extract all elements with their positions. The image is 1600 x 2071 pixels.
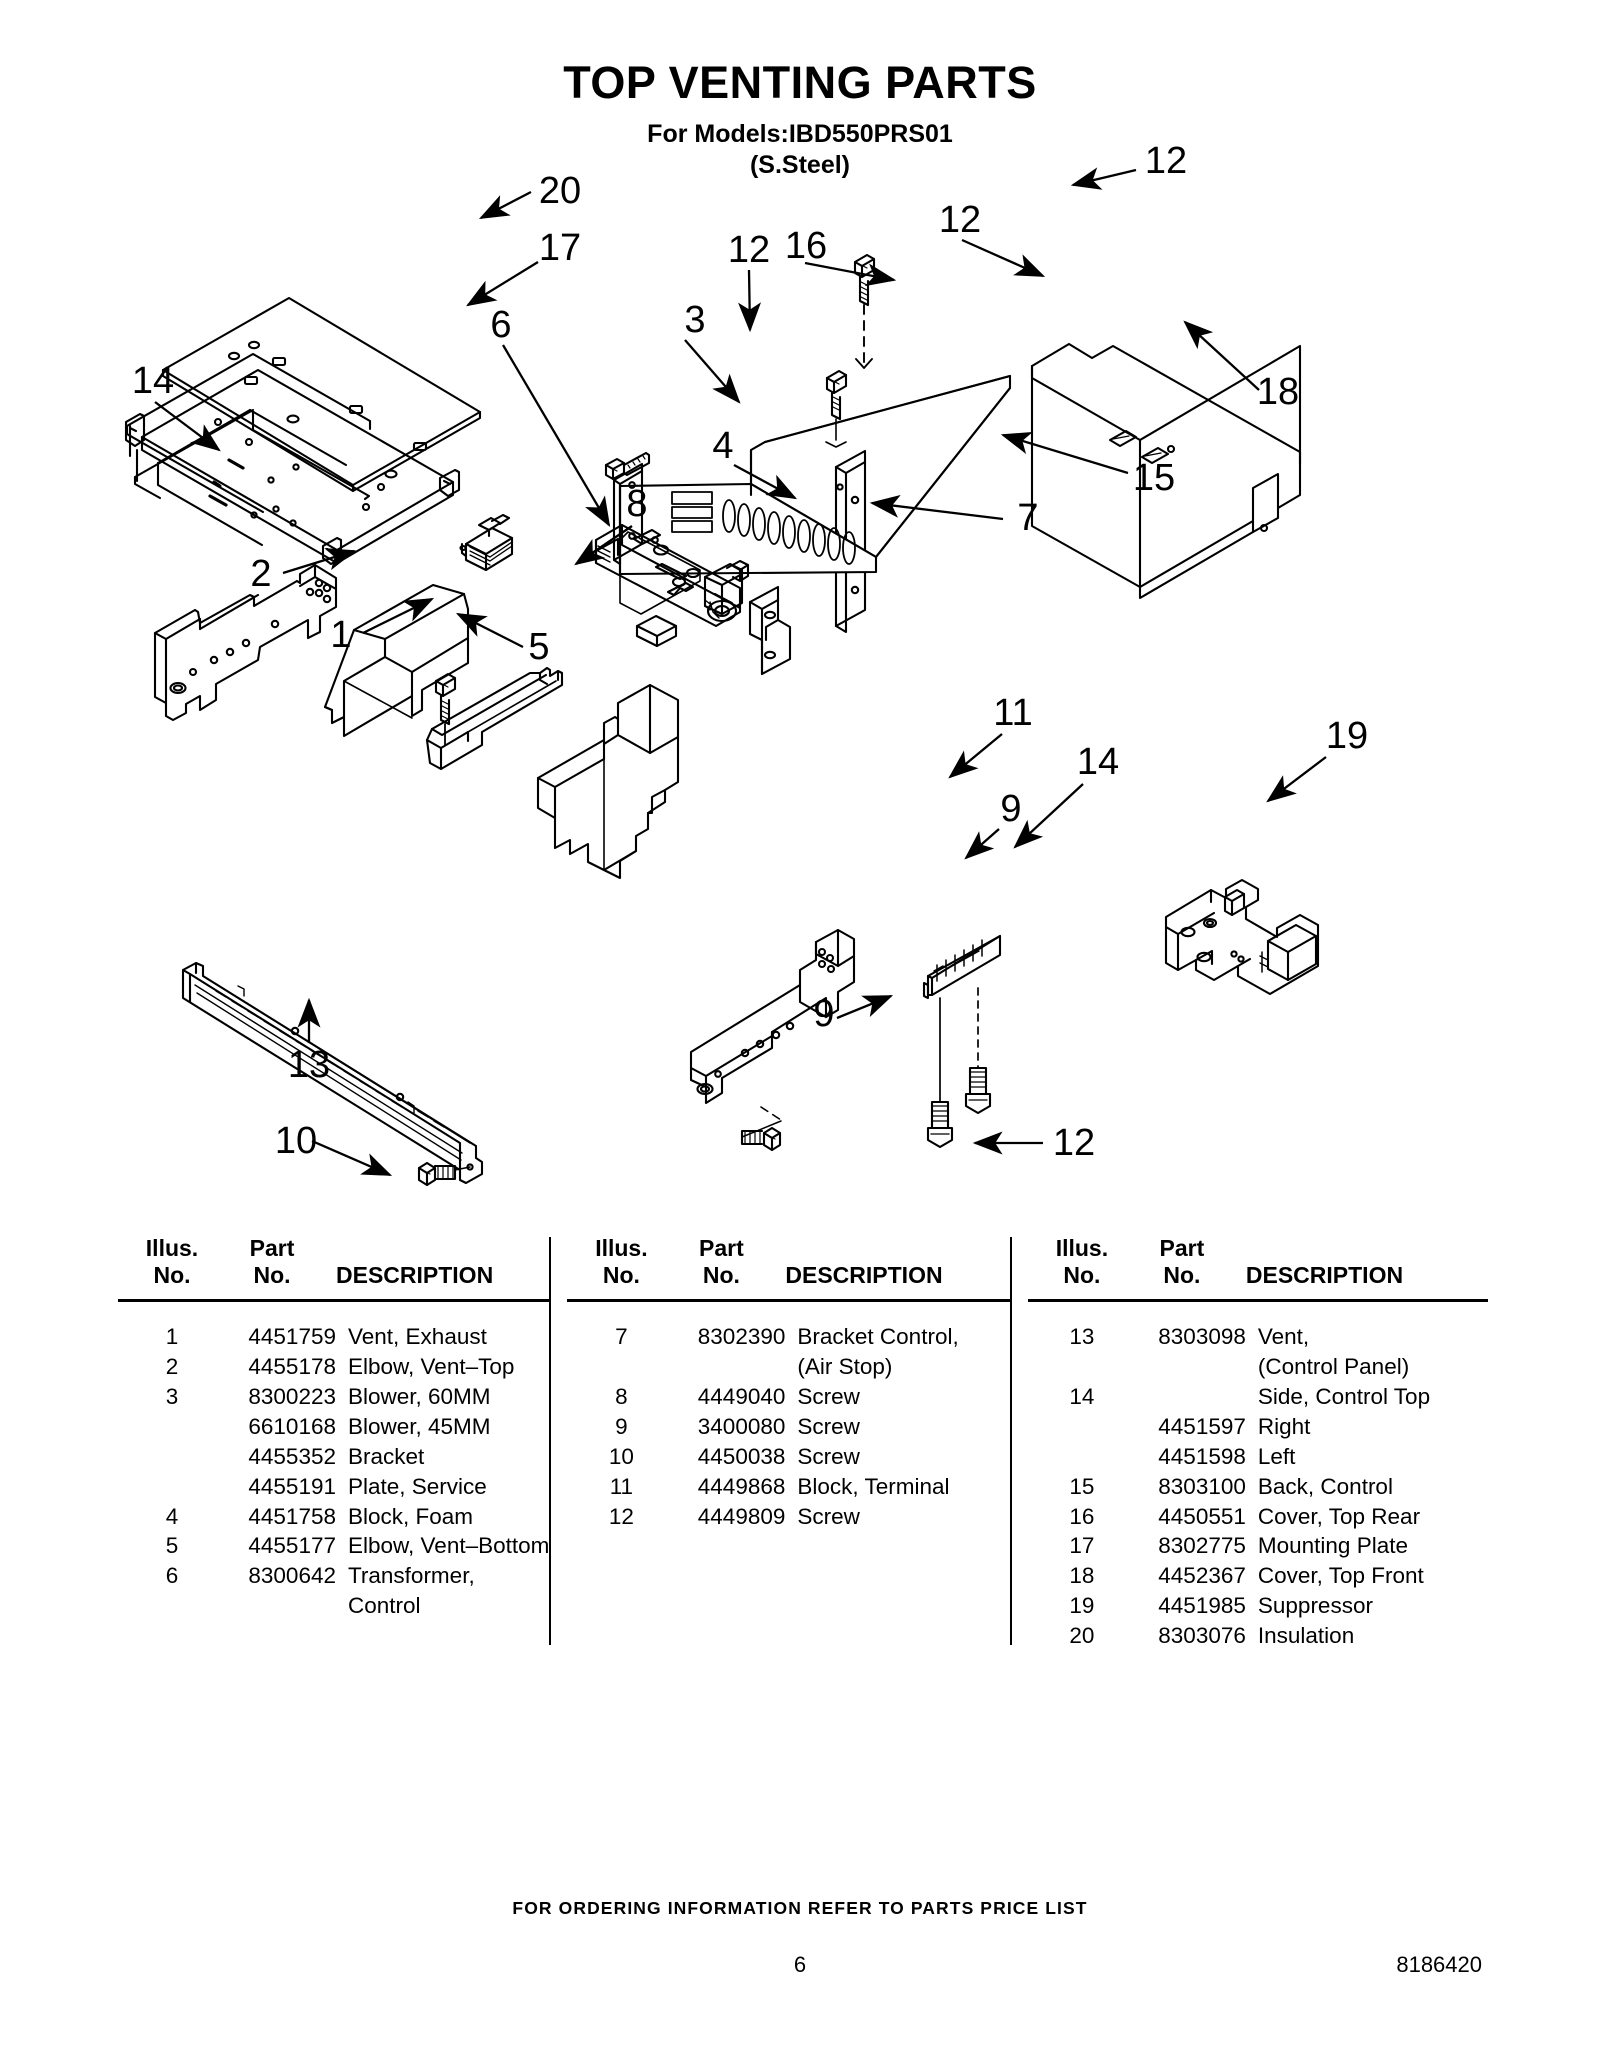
cell-description: Vent, Exhaust <box>348 1324 487 1349</box>
cell-part-no: 4451598 <box>1158 1443 1246 1469</box>
table-row <box>567 1472 1010 1502</box>
cell-part-no <box>667 1352 785 1382</box>
cell-illus-no: 8 <box>615 1383 628 1409</box>
cell-part-no: 8300223 <box>248 1383 336 1409</box>
leader-14b <box>1015 784 1083 847</box>
leader-17 <box>468 262 538 305</box>
cell-description: Transformer, <box>348 1563 475 1589</box>
cell-part-no: 8303098 <box>1158 1324 1246 1349</box>
callout-12c: 12 <box>727 229 771 271</box>
cell-description: Blower, 45MM <box>348 1413 491 1439</box>
parts-rows <box>567 1322 1010 1531</box>
leader-11 <box>950 734 1002 777</box>
header-rule <box>118 1299 549 1302</box>
cell-illus-no: 20 <box>1069 1623 1095 1649</box>
callout-7: 7 <box>1017 497 1039 539</box>
callout-14a: 14 <box>131 360 175 402</box>
table-row <box>118 1561 549 1591</box>
cell-part-no: 4451758 <box>248 1503 336 1529</box>
cell-part-no <box>218 1591 336 1621</box>
part-20-insulation <box>163 298 480 491</box>
part-13-vent-control-panel <box>183 963 482 1185</box>
leader-20 <box>481 192 531 218</box>
cell-description: Vent, <box>1257 1324 1310 1349</box>
callout-12a: 12 <box>1144 140 1188 182</box>
table-row <box>567 1322 1010 1352</box>
table-row <box>1028 1621 1488 1651</box>
cell-description: Elbow, Vent–Top <box>348 1353 515 1379</box>
cell-part-no: 3400080 <box>697 1413 786 1439</box>
table-row <box>1028 1442 1488 1472</box>
document-number: 8186420 <box>1396 1952 1482 1977</box>
cell-part-no: 8302390 <box>697 1324 786 1349</box>
part-18-cover-top-front <box>855 255 1300 598</box>
header-illus-line1: Illus. <box>1055 1235 1109 1261</box>
table-row <box>1028 1591 1488 1621</box>
cell-description: Plate, Service <box>348 1473 487 1499</box>
table-row <box>118 1472 549 1502</box>
cell-part-no: 4455352 <box>248 1443 336 1469</box>
table-row <box>118 1412 549 1442</box>
cell-illus-no <box>118 1442 218 1472</box>
table-row <box>1028 1352 1488 1382</box>
cell-illus-no: 2 <box>165 1353 179 1379</box>
cell-description: Control <box>348 1593 421 1619</box>
header-description: DESCRIPTION <box>336 1262 494 1288</box>
part-14-side-control-top-right <box>691 930 854 1150</box>
callout-2: 2 <box>250 553 272 595</box>
cell-part-no: 4452367 <box>1158 1563 1246 1589</box>
table-row <box>118 1531 549 1561</box>
table-row <box>118 1382 549 1412</box>
cell-description: Block, Foam <box>348 1503 474 1529</box>
parts-table-column-2 <box>549 1235 1010 1651</box>
cell-part-no: 8303076 <box>1158 1623 1246 1649</box>
callout-17: 17 <box>538 227 582 269</box>
callout-14b: 14 <box>1076 741 1120 783</box>
cell-description: Blower, 60MM <box>348 1383 491 1409</box>
cell-part-no: 4455177 <box>248 1533 336 1559</box>
leader-2 <box>283 551 354 573</box>
cell-illus-no: 5 <box>165 1533 179 1559</box>
part-14-side-control-top-left <box>155 565 336 720</box>
callout-19: 19 <box>1325 715 1369 757</box>
callout-8: 8 <box>626 483 648 525</box>
cell-illus-no <box>118 1591 218 1621</box>
models-label: For Models:IBD550PRS01 <box>647 120 953 148</box>
page-title: TOP VENTING PARTS <box>563 57 1037 108</box>
cell-illus-no <box>567 1352 667 1382</box>
cell-illus-no: 14 <box>1069 1383 1095 1409</box>
callout-6: 6 <box>490 304 512 346</box>
leader-18 <box>1185 322 1259 390</box>
cell-part-no: 4450038 <box>697 1443 786 1469</box>
header-description: DESCRIPTION <box>785 1262 943 1288</box>
parts-table <box>118 1235 1488 1651</box>
column-header <box>1028 1235 1488 1297</box>
table-row <box>567 1502 1010 1532</box>
cell-illus-no <box>1028 1442 1128 1472</box>
header-rule <box>1028 1299 1488 1302</box>
callout-9b: 9 <box>813 993 835 1035</box>
cell-illus-no: 15 <box>1069 1473 1095 1499</box>
leader-6 <box>503 345 609 525</box>
callout-18: 18 <box>1256 371 1300 413</box>
cell-part-no: 4449809 <box>697 1503 786 1529</box>
cell-part-no: 4455178 <box>248 1353 336 1379</box>
cell-part-no: 4455191 <box>248 1473 336 1499</box>
header-illus-line2: No. <box>153 1262 191 1288</box>
table-row <box>118 1322 549 1352</box>
cell-part-no <box>1128 1382 1246 1412</box>
table-row <box>567 1382 1010 1412</box>
cell-description: Cover, Top Front <box>1257 1563 1424 1589</box>
page-number: 6 <box>793 1952 807 1977</box>
cell-illus-no: 19 <box>1069 1593 1095 1619</box>
leader-9a <box>966 829 999 858</box>
table-row <box>118 1591 549 1621</box>
table-row <box>567 1442 1010 1472</box>
cell-illus-no: 11 <box>609 1473 634 1499</box>
leader-12c <box>749 270 750 330</box>
header-part-line2: No. <box>1163 1262 1201 1288</box>
cell-illus-no: 12 <box>608 1503 634 1529</box>
cell-description: Right <box>1257 1413 1311 1439</box>
callout-16: 16 <box>784 225 828 267</box>
cell-description: Screw <box>797 1383 860 1409</box>
header-description: DESCRIPTION <box>1245 1262 1404 1288</box>
callout-9a: 9 <box>1000 788 1022 830</box>
header-illus-line2: No. <box>1063 1262 1101 1288</box>
callout-12d: 12 <box>1052 1122 1096 1164</box>
cell-description: Back, Control <box>1257 1473 1393 1499</box>
cell-part-no: 6610168 <box>248 1413 336 1439</box>
cell-illus-no: 6 <box>165 1563 179 1589</box>
leader-9b <box>837 996 891 1018</box>
cell-part-no: 8300642 <box>248 1563 336 1589</box>
leader-14a <box>155 402 219 450</box>
cell-illus-no: 9 <box>615 1413 628 1439</box>
callout-13: 13 <box>287 1044 331 1086</box>
table-row <box>1028 1472 1488 1502</box>
cell-illus-no: 10 <box>608 1443 634 1469</box>
part-4-block-foam <box>637 616 676 646</box>
parts-rows <box>1028 1322 1488 1651</box>
header-part-line1: Part <box>699 1235 744 1261</box>
table-row <box>118 1442 549 1472</box>
callout-3: 3 <box>684 299 706 341</box>
callout-12b: 12 <box>938 199 982 241</box>
column-header <box>567 1235 1010 1297</box>
cell-description: Block, Terminal <box>797 1473 950 1499</box>
cell-part-no: 4451597 <box>1158 1413 1246 1439</box>
cell-illus-no: 1 <box>165 1324 179 1349</box>
cell-illus-no <box>1028 1412 1128 1442</box>
cell-description: Bracket Control, <box>797 1324 959 1349</box>
header-part-line2: No. <box>253 1262 291 1288</box>
part-9-screws <box>928 988 990 1147</box>
cell-illus-no: 7 <box>615 1324 628 1349</box>
header-part-line1: Part <box>1159 1235 1205 1261</box>
callout-4: 4 <box>712 425 734 467</box>
cell-description: Insulation <box>1257 1623 1355 1649</box>
callout-10: 10 <box>274 1120 318 1162</box>
header-rule <box>567 1299 1010 1302</box>
parts-table-column-1 <box>118 1235 549 1651</box>
callout-1: 5 <box>528 626 550 668</box>
cell-illus-no: 4 <box>165 1503 179 1529</box>
table-row <box>118 1502 549 1532</box>
cell-illus-no <box>1028 1352 1128 1382</box>
cell-description: Screw <box>797 1413 860 1439</box>
header-illus-line2: No. <box>602 1262 640 1288</box>
table-row <box>1028 1322 1488 1352</box>
callout-11: 11 <box>993 692 1033 734</box>
table-row <box>567 1352 1010 1382</box>
cell-part-no: 4451985 <box>1158 1593 1246 1619</box>
header-illus-line1: Illus. <box>145 1235 199 1261</box>
cell-illus-no <box>118 1412 218 1442</box>
cell-illus-no: 17 <box>1069 1533 1095 1559</box>
cell-illus-no <box>118 1472 218 1502</box>
cell-illus-no: 3 <box>165 1383 179 1409</box>
leader-19 <box>1268 757 1326 801</box>
finish-label: (S.Steel) <box>749 151 851 180</box>
callout-15: 15 <box>1132 457 1176 499</box>
table-row <box>1028 1382 1488 1412</box>
callout-5: 1 <box>330 614 352 656</box>
cell-description: Cover, Top Rear <box>1257 1503 1421 1529</box>
table-row <box>567 1412 1010 1442</box>
cell-description: Screw <box>797 1503 860 1529</box>
cell-description: (Control Panel) <box>1257 1353 1410 1379</box>
parts-table-column-3 <box>1010 1235 1488 1651</box>
table-row <box>118 1352 549 1382</box>
header-part-line2: No. <box>702 1262 740 1288</box>
part-16-cover-top-rear <box>614 371 1010 574</box>
part-6-transformer <box>461 515 513 570</box>
table-row <box>1028 1561 1488 1591</box>
leader-3 <box>685 340 739 402</box>
cell-illus-no: 16 <box>1069 1503 1095 1529</box>
table-row <box>1028 1502 1488 1532</box>
cell-description: Bracket <box>348 1443 425 1469</box>
cell-description: Elbow, Vent–Bottom <box>348 1533 550 1559</box>
exploded-parts-diagram <box>0 140 1600 1190</box>
leader-7 <box>872 503 1003 519</box>
table-row <box>1028 1531 1488 1561</box>
cell-description: Mounting Plate <box>1257 1533 1408 1559</box>
cell-description: (Air Stop) <box>797 1353 893 1379</box>
leader-10 <box>312 1141 390 1175</box>
parts-rows <box>118 1322 549 1621</box>
cell-part-no: 8302775 <box>1158 1533 1246 1559</box>
header-illus-line1: Illus. <box>595 1235 648 1261</box>
leader-12b <box>962 240 1043 276</box>
cell-illus-no: 18 <box>1069 1563 1095 1589</box>
cell-part-no: 4449868 <box>697 1473 786 1499</box>
part-7-bracket-control <box>750 587 790 674</box>
callout-20: 20 <box>538 170 582 212</box>
cell-illus-no: 13 <box>1069 1324 1095 1349</box>
column-header <box>118 1235 549 1297</box>
cell-description: Left <box>1257 1443 1296 1469</box>
cell-description: Screw <box>797 1443 860 1469</box>
leader-12a <box>1073 170 1136 185</box>
cell-part-no: 4450551 <box>1158 1503 1246 1529</box>
table-row <box>1028 1412 1488 1442</box>
ordering-info-note: FOR ORDERING INFORMATION REFER TO PARTS PRICE LIST <box>512 1898 1088 1918</box>
header-part-line1: Part <box>249 1235 295 1261</box>
cell-description: Side, Control Top <box>1257 1383 1431 1409</box>
part-11-block-terminal <box>924 936 1000 998</box>
cell-part-no: 8303100 <box>1158 1473 1246 1499</box>
cell-part-no <box>1128 1352 1246 1382</box>
part-19-suppressor <box>1166 880 1318 994</box>
cell-part-no: 4449040 <box>697 1383 786 1409</box>
cell-description: Suppressor <box>1257 1593 1373 1619</box>
part-5-elbow-vent-bottom <box>538 685 678 878</box>
cell-part-no: 4451759 <box>248 1324 336 1349</box>
part-8-screw <box>436 674 455 745</box>
